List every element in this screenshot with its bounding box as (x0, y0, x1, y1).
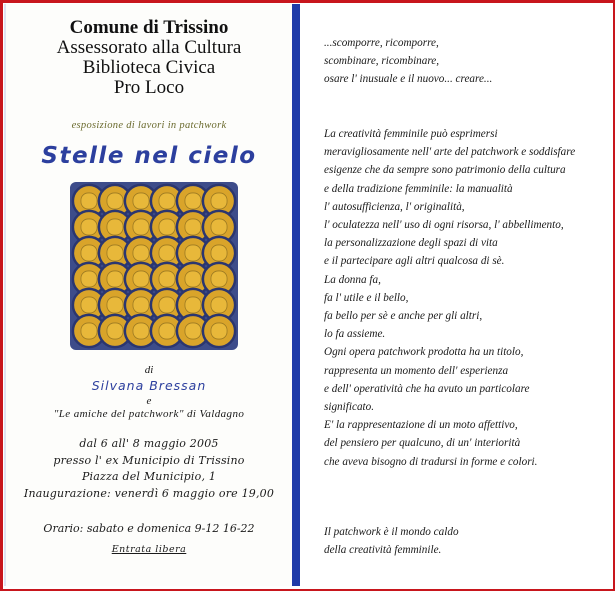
quilt-patch (81, 297, 97, 313)
quilt-patch (81, 245, 97, 261)
quilt-patch (107, 297, 123, 313)
quilt-patch (107, 193, 123, 209)
body-line: lo fa assieme. (324, 328, 386, 341)
flyer-text-panel (310, 0, 610, 588)
quilt-patch (133, 245, 149, 261)
exhibition-title: Stelle nel cielo (41, 143, 257, 169)
intro-verse (324, 34, 614, 89)
body-line: E' la rappresentazione di un moto affettivo, (324, 419, 518, 432)
body-line: rappresenta un momento dell' esperienza (324, 364, 509, 377)
body-line: Ogni opera patchwork prodotta ha un titolo, (324, 346, 524, 359)
quilt-patch (81, 271, 97, 287)
by-label: di (144, 364, 154, 376)
quilt-patch (185, 271, 201, 287)
event-venue: presso l' ex Municipio di Trissino (53, 453, 245, 467)
org-line: Biblioteca Civica (82, 57, 216, 78)
closing-line: Il patchwork è il mondo caldo (324, 526, 459, 538)
quilt-patch (159, 219, 175, 235)
quilt-patch (159, 193, 175, 209)
body-line: e dell' operatività che ha avuto un particolare (324, 382, 530, 395)
quilt-patch (107, 245, 123, 261)
body-line: fa l' utile e il bello, (324, 291, 409, 304)
quilt-image (64, 180, 244, 352)
flyer-front-panel (4, 4, 300, 586)
body-line: esigenze che da sempre sono patrimonio della cultura (324, 164, 566, 177)
quilt-patch (81, 323, 97, 339)
body-line: e della tradizione femminile: la manualità (324, 182, 513, 195)
body-line: fa bello per sè e anche per gli altri, (324, 310, 483, 323)
body-line: che aveva bisogno di tradursi in forme e colori. (324, 455, 538, 468)
body-line: significato. (324, 401, 375, 414)
quilt-patch (133, 193, 149, 209)
quilt-patch (107, 271, 123, 287)
event-dates: dal 6 all' 8 maggio 2005 (79, 437, 219, 450)
quilt-patch (107, 323, 123, 339)
event-info (6, 436, 292, 502)
free-entry: Entrata libera (111, 544, 187, 555)
quilt-patch (185, 323, 201, 339)
quilt-patch (159, 297, 175, 313)
organizers (6, 18, 292, 98)
org-line: Pro Loco (113, 77, 185, 98)
quilt-patch (159, 245, 175, 261)
quilt-patch (81, 219, 97, 235)
org-line: Comune di Trissino (69, 17, 229, 38)
body-line: la personalizzazione degli spazi di vita (324, 237, 498, 250)
closing-line: della creatività femminile. (324, 544, 442, 557)
body-line: l' oculatezza nell' uso di ogni risorsa, l' abbellimento, (324, 219, 564, 232)
quilt-patch (133, 271, 149, 287)
quilt-patch (133, 323, 149, 339)
and-label: e (146, 395, 152, 407)
body-line: La donna fa, (324, 273, 381, 286)
quilt-patch (185, 219, 201, 235)
author-name: Silvana Bressan (91, 378, 207, 393)
quilt-patch (159, 323, 175, 339)
intro-line: ...scomporre, ricomporre, (324, 37, 439, 49)
group-name: "Le amiche del patchwork" di Valdagno (53, 408, 245, 420)
org-line: Assessorato alla Cultura (56, 37, 242, 58)
quilt-patch (211, 245, 227, 261)
quilt-patch (185, 245, 201, 261)
exhibition-subtitle: esposizione di lavori in patchwork (71, 120, 227, 131)
quilt-illustration (64, 180, 244, 352)
opening-hours: Orario: sabato e domenica 9-12 16-22 (43, 522, 255, 535)
quilt-patch (185, 297, 201, 313)
quilt-patch (211, 193, 227, 209)
quilt-patch (211, 297, 227, 313)
body-line: e il partecipare agli altri qualcosa di sè. (324, 255, 505, 268)
closing-text (324, 523, 614, 559)
body-line: l' autosufficienza, l' originalità, (324, 200, 465, 213)
event-address: Piazza del Municipio, 1 (81, 470, 217, 483)
body-line: del pensiero per qualcuno, di un' interiorità (324, 437, 521, 450)
quilt-patch (211, 323, 227, 339)
event-opening: Inaugurazione: venerdì 6 maggio ore 19,00 (23, 486, 275, 500)
quilt-patch (133, 219, 149, 235)
body-text (324, 125, 614, 471)
quilt-patch (81, 193, 97, 209)
intro-line: scombinare, ricombinare, (324, 55, 440, 68)
quilt-patch (107, 219, 123, 235)
body-line: meravigliosamente nell' arte del patchwork e soddisfare (324, 146, 576, 159)
intro-line: osare l' inusuale e il nuovo... creare... (324, 73, 493, 86)
quilt-patch (133, 297, 149, 313)
quilt-patch (211, 219, 227, 235)
quilt-patch (185, 193, 201, 209)
body-line: La creatività femminile può esprimersi (324, 128, 498, 140)
quilt-patch (159, 271, 175, 287)
quilt-patch (211, 271, 227, 287)
